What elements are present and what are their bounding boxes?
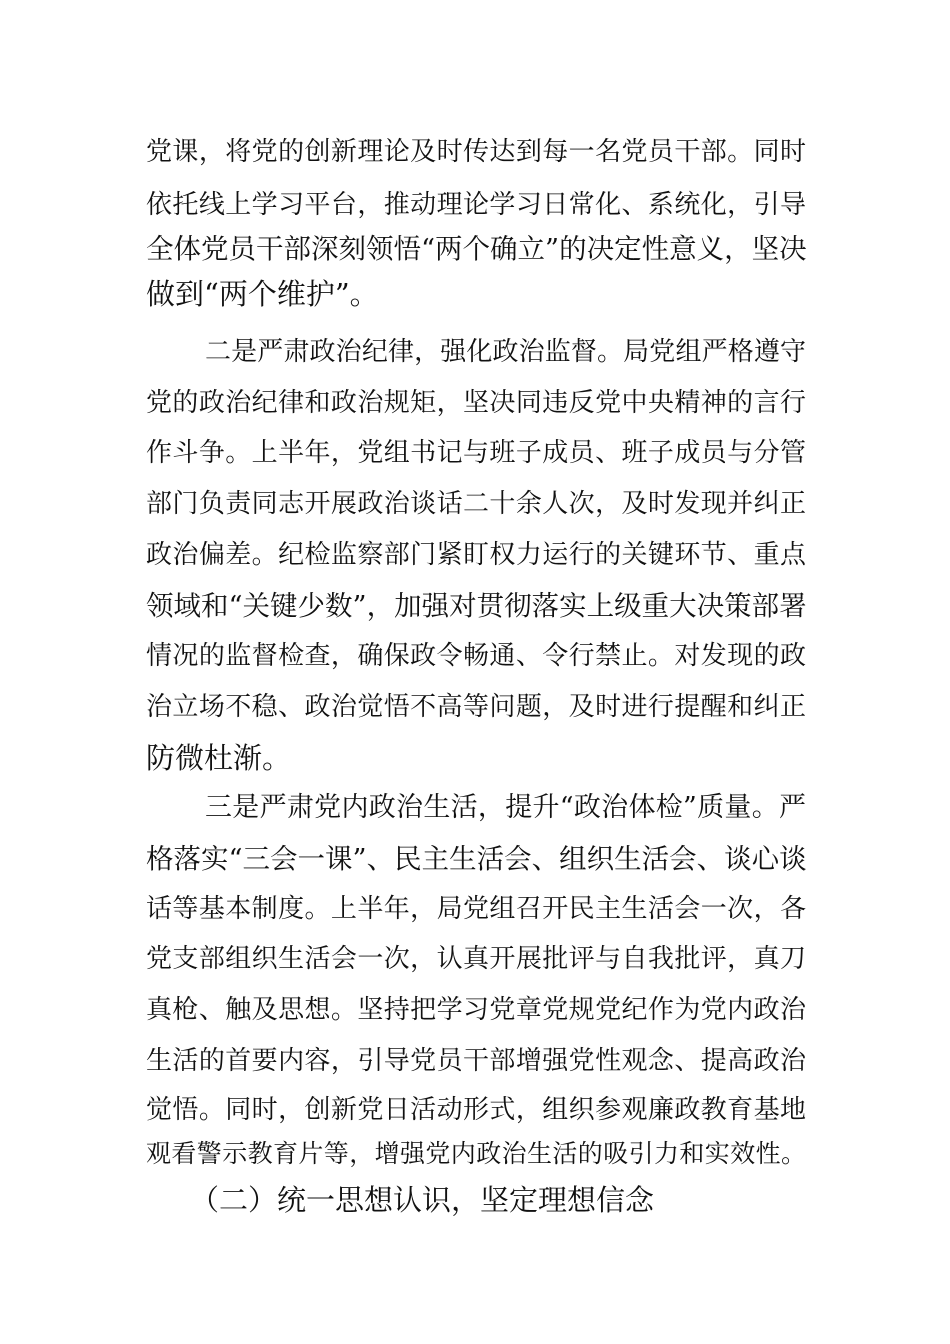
text-line: 党支部组织生活会一次，认真开展批评与自我批评，真刀 [146, 944, 806, 974]
text-line: 党的政治纪律和政治规矩，坚决同违反党中央精神的言行 [146, 388, 806, 418]
text-line: 作斗争。上半年，党组书记与班子成员、班子成员与分管 [146, 438, 806, 468]
text-line: 治立场不稳、政治觉悟不高等问题，及时进行提醒和纠正 [146, 692, 806, 722]
section-heading: （二）统一思想认识，坚定理想信念 [190, 1183, 655, 1217]
text-line: 觉悟。同时，创新党日活动形式，组织参观廉政教育基地 [146, 1095, 806, 1125]
text-line: 生活的首要内容，引导党员干部增强党性观念、提高政治 [146, 1046, 806, 1076]
text-line: 部门负责同志开展政治谈话二十余人次，及时发现并纠正 [146, 489, 806, 519]
text-line: 格落实“三会一课”、民主生活会、组织生活会、谈心谈 [146, 843, 807, 875]
text-line: 三是严肃党内政治生活，提升“政治体检”质量。严 [205, 792, 806, 823]
text-line: 政治偏差。纪检监察部门紧盯权力运行的关键环节、重点 [146, 540, 806, 570]
text-line: 依托线上学习平台，推动理论学习日常化、系统化，引导 [146, 190, 806, 220]
text-line: 防微杜渐。 [146, 741, 292, 775]
text-line: 全体党员干部深刻领悟“两个确立”的决定性意义，坚决 [146, 233, 807, 265]
text-line: 二是严肃政治纪律，强化政治监督。局党组严格遵守 [205, 337, 806, 367]
text-line: 领域和“关键少数”，加强对贯彻落实上级重大决策部署 [146, 590, 807, 622]
text-line: 观看警示教育片等，增强党内政治生活的吸引力和实效性。 [146, 1139, 806, 1168]
text-line: 情况的监督检查，确保政令畅通、令行禁止。对发现的政 [146, 641, 806, 671]
text-line: 做到“两个维护”。 [146, 277, 379, 311]
text-line: 真枪、触及思想。坚持把学习党章党规党纪作为党内政治 [146, 995, 806, 1025]
text-line: 话等基本制度。上半年，局党组召开民主生活会一次，各 [146, 894, 806, 924]
text-line: 党课，将党的创新理论及时传达到每一名党员干部。同时 [146, 137, 806, 167]
